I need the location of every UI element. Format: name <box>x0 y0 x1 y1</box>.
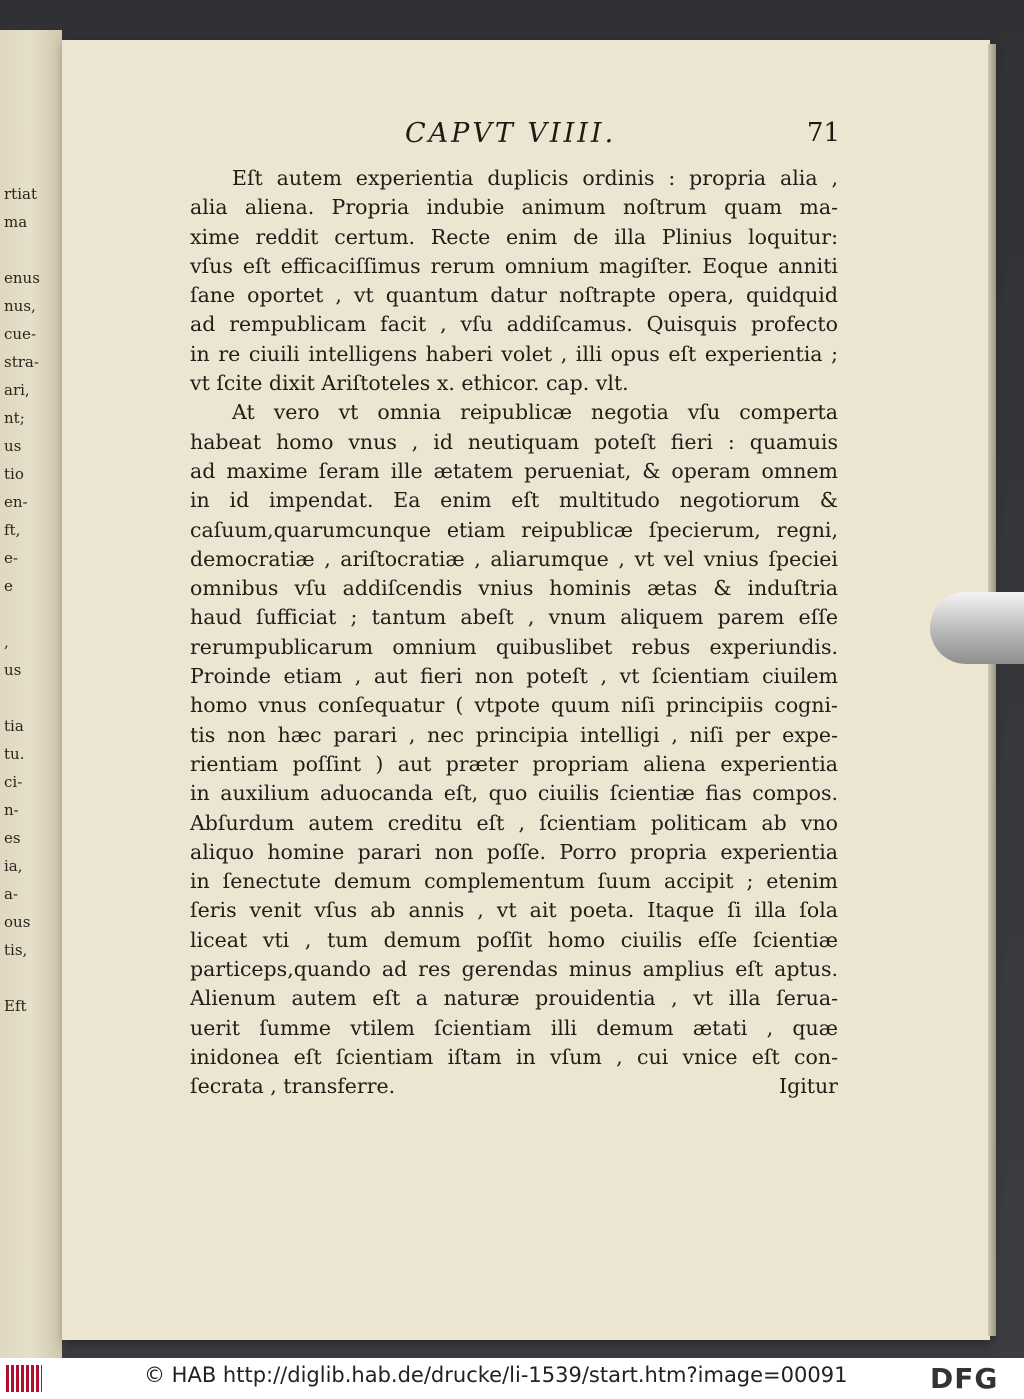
text-line: in id impendat. Ea enim eſt multitudo negotiorum & <box>190 488 838 513</box>
margin-fragment: tu. <box>4 745 25 763</box>
text-line: tis non hæc parari , nec principia intelligi , niſi per expe- <box>190 722 838 747</box>
footer-url[interactable]: © HAB http://diglib.hab.de/drucke/li-1539/start.htm?image=00091 <box>144 1363 848 1387</box>
text-line: alia aliena. Propria indubie animum noſtrum quam ma- <box>190 195 838 220</box>
text-line: particeps,quando ad res gerendas minus amplius eſt aptus. <box>190 957 838 982</box>
margin-fragment: , <box>4 633 9 651</box>
text-line: Alienum autem eſt a naturæ prouidentia , vt illa ſerua- <box>190 986 838 1011</box>
margin-fragment: tis, <box>4 941 28 959</box>
margin-fragment: us <box>4 661 22 679</box>
text-line: ad maxime ſeram ille ætatem perueniat, & operam omnem <box>190 458 838 483</box>
margin-fragment <box>4 600 54 628</box>
text-line: ſane oportet , vt quantum datur noſtrapte opera, quidquid <box>190 283 838 308</box>
text-line: xime reddit certum. Recte enim de illa Plinius loquitur: <box>190 224 838 249</box>
text-line: rerumpublicarum omnium quibuslibet rebus experiundis. <box>190 634 838 659</box>
margin-fragment: cue- <box>4 325 37 343</box>
margin-fragment: ma <box>4 213 28 231</box>
margin-fragment: ari, <box>4 381 30 399</box>
catchword: Igitur <box>778 1074 838 1099</box>
text-line: vſus eſt efficaciſſimus rerum omnium magiſter. Eoque anniti <box>190 253 838 278</box>
margin-fragment: us <box>4 437 22 455</box>
margin-fragment: ci- <box>4 773 23 791</box>
text-line: Proinde etiam , aut fieri non poteſt , vt ſcientiam ciuilem <box>190 664 838 689</box>
body-text <box>190 164 838 1102</box>
text-line: in auxilium aduocanda eſt, quo ciuilis ſcientiæ fias compos. <box>190 781 838 806</box>
text-line: rientiam poſſint ) aut præter propriam aliena experientia <box>190 751 838 776</box>
margin-fragment <box>4 684 54 712</box>
margin-fragment: tia <box>4 717 24 735</box>
margin-fragment: e- <box>4 549 18 567</box>
text-line: At vero vt omnia reipublicæ negotia vſu comperta <box>232 400 838 425</box>
text-line: omnibus vſu addiſcendis vnius hominis ætas & induſtria <box>190 576 838 601</box>
page-edge <box>988 44 996 1336</box>
hab-logo-icon <box>6 1365 42 1392</box>
text-line: haud ſufficiat ; tantum abeſt , vnum aliquem parem eſſe <box>190 605 838 630</box>
margin-fragment: enus <box>4 269 40 287</box>
margin-fragment: rtiat <box>4 185 37 203</box>
margin-fragment: nus, <box>4 297 36 315</box>
page-clip <box>930 592 1024 664</box>
left-margin-text <box>4 180 54 1020</box>
margin-fragment: ia, <box>4 857 23 875</box>
margin-fragment: ous <box>4 913 31 931</box>
page-number: 71 <box>806 118 840 148</box>
last-line-text: ſecrata , transferre. <box>190 1074 396 1099</box>
text-line <box>190 1072 838 1101</box>
margin-fragment: Eft <box>4 997 27 1015</box>
margin-fragment <box>4 964 54 992</box>
text-line: liceat vti , tum demum poſſit homo ciuilis eſſe ſcientiæ <box>190 927 838 952</box>
margin-fragment: a- <box>4 885 19 903</box>
text-line: homo vnus conſequatur ( vtpote quum niſi principiis cogni- <box>190 693 838 718</box>
dfg-logo: DFG <box>930 1362 999 1395</box>
margin-fragment: stra- <box>4 353 39 371</box>
text-line: uerit ſumme vtilem ſcientiam illi demum ætati , quæ <box>190 1015 838 1040</box>
text-line: in ſenectute demum complementum ſuum accipit ; etenim <box>190 869 838 894</box>
text-line: vt ſcite dixit Ariſtoteles x. ethicor. cap. vlt. <box>190 371 629 396</box>
margin-fragment <box>4 236 54 264</box>
text-line: inidonea eſt ſcientiam iſtam in vſum , cui vnice eſt con- <box>190 1044 838 1069</box>
margin-fragment: es <box>4 829 21 847</box>
margin-fragment: nt; <box>4 409 25 427</box>
text-line: democratiæ , ariſtocratiæ , aliarumque , vt vel vnius ſpeciei <box>190 546 838 571</box>
left-page <box>0 30 62 1358</box>
text-line: ad rempublicam facit , vſu addiſcamus. Quisquis profecto <box>190 312 838 337</box>
text-line: habeat homo vnus , id neutiquam poteſt fieri : quamuis <box>190 429 838 454</box>
margin-fragment: e <box>4 577 13 595</box>
running-title: CAPVT VIIII. <box>405 118 617 149</box>
text-line: caſuum,quarumcunque etiam reipublicæ ſpecierum, regni, <box>190 517 838 542</box>
margin-fragment: tio <box>4 465 24 483</box>
text-line: in re ciuili intelligens haberi volet , illi opus eſt experientia ; <box>190 341 838 366</box>
text-line: aliquo homine parari non poſſe. Porro propria experientia <box>190 839 838 864</box>
text-line: Abſurdum autem creditu eſt , ſcientiam politicam ab vno <box>190 810 838 835</box>
running-head <box>150 118 840 158</box>
text-line: Eſt autem experientia duplicis ordinis : propria alia , <box>232 166 838 190</box>
text-line: ſeris venit vſus ab annis , vt ait poeta. Itaque ſi illa ſola <box>190 898 838 923</box>
footer-bar <box>0 1358 1024 1399</box>
margin-fragment: ft, <box>4 521 21 539</box>
margin-fragment: n- <box>4 801 19 819</box>
margin-fragment: en- <box>4 493 28 511</box>
